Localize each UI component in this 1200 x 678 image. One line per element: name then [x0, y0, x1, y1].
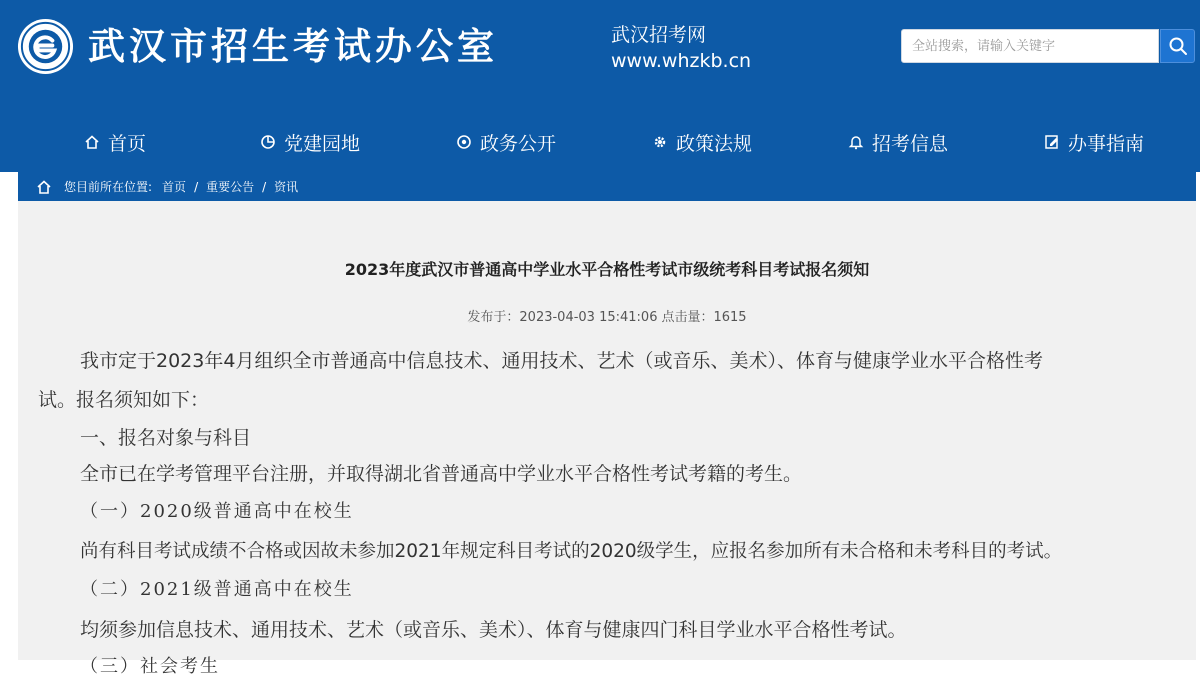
edit-icon	[1044, 134, 1060, 150]
nav-item-home[interactable]	[84, 118, 146, 166]
nav-item-guide[interactable]	[1044, 118, 1144, 166]
nav-label: 政务公开	[480, 132, 557, 155]
nav-label: 政策法规	[676, 132, 753, 155]
paragraph-line: 我市定于2023年4月组织全市普通高中信息技术、通用技术、艺术（或音乐、美术）、体育与健康学业水平合格性考	[80, 350, 1043, 372]
subsection-heading: （三）社会考生	[80, 656, 220, 677]
pie-icon	[260, 134, 276, 150]
nav-item-party[interactable]	[260, 118, 360, 166]
net-name: 武汉招考网	[611, 24, 707, 46]
view-count: 点击量：1615	[661, 310, 747, 325]
article-title: 2023年度武汉市普通高中学业水平合格性考试市级统考科目考试报名须知	[344, 260, 870, 279]
section-heading: 一、报名对象与科目	[80, 427, 252, 449]
nav-item-exam-info[interactable]	[848, 118, 948, 166]
net-url: www.whzkb.cn	[611, 50, 752, 72]
breadcrumb-separator: /	[194, 179, 199, 194]
paragraph-line: 尚有科目考试成绩不合格或因故未参加2021年规定科目考试的2020级学生，应报名参加所有未合格和未考科目的考试。	[80, 541, 1063, 562]
home-icon	[36, 179, 52, 195]
nav-label: 招考信息	[872, 132, 949, 155]
breadcrumb-prefix: 您目前所在位置:	[64, 180, 153, 194]
article-meta	[18, 308, 1196, 328]
nav-item-policy[interactable]	[652, 118, 752, 166]
bell-icon	[848, 134, 864, 150]
subsection-heading: （二）2021级普通高中在校生	[80, 579, 354, 600]
site-title[interactable]: 武汉市招生考试办公室	[88, 24, 498, 68]
nav-label: 党建园地	[284, 132, 361, 155]
breadcrumb	[18, 172, 1196, 201]
paragraph-line: 均须参加信息技术、通用技术、艺术（或音乐、美术）、体育与健康四门科目学业水平合格性考试。	[80, 619, 907, 641]
nav-item-affairs[interactable]	[456, 118, 556, 166]
subsection-heading: （一）2020级普通高中在校生	[80, 501, 354, 522]
badge-icon	[456, 134, 472, 150]
paragraph-line: 全市已在学考管理平台注册，并取得湖北省普通高中学业水平合格性考试考籍的考生。	[80, 463, 803, 485]
nav-label: 首页	[108, 132, 147, 155]
nav-label: 办事指南	[1068, 132, 1145, 155]
search-input[interactable]	[901, 29, 1159, 63]
breadcrumb-news-link[interactable]: 资讯	[274, 180, 299, 194]
gear-icon	[652, 134, 668, 150]
search-icon	[1168, 36, 1188, 56]
home-icon	[84, 134, 100, 150]
breadcrumb-notices-link[interactable]: 重要公告	[206, 180, 255, 194]
search-button[interactable]	[1160, 29, 1195, 63]
main-nav	[0, 118, 1200, 166]
logo-icon[interactable]	[16, 17, 75, 76]
publish-date: 发布于：2023-04-03 15:41:06	[467, 310, 658, 325]
breadcrumb-separator: /	[262, 179, 267, 194]
paragraph-line: 试。报名须知如下：	[38, 389, 210, 411]
site-header	[0, 0, 1200, 172]
breadcrumb-home-link[interactable]: 首页	[162, 180, 187, 194]
